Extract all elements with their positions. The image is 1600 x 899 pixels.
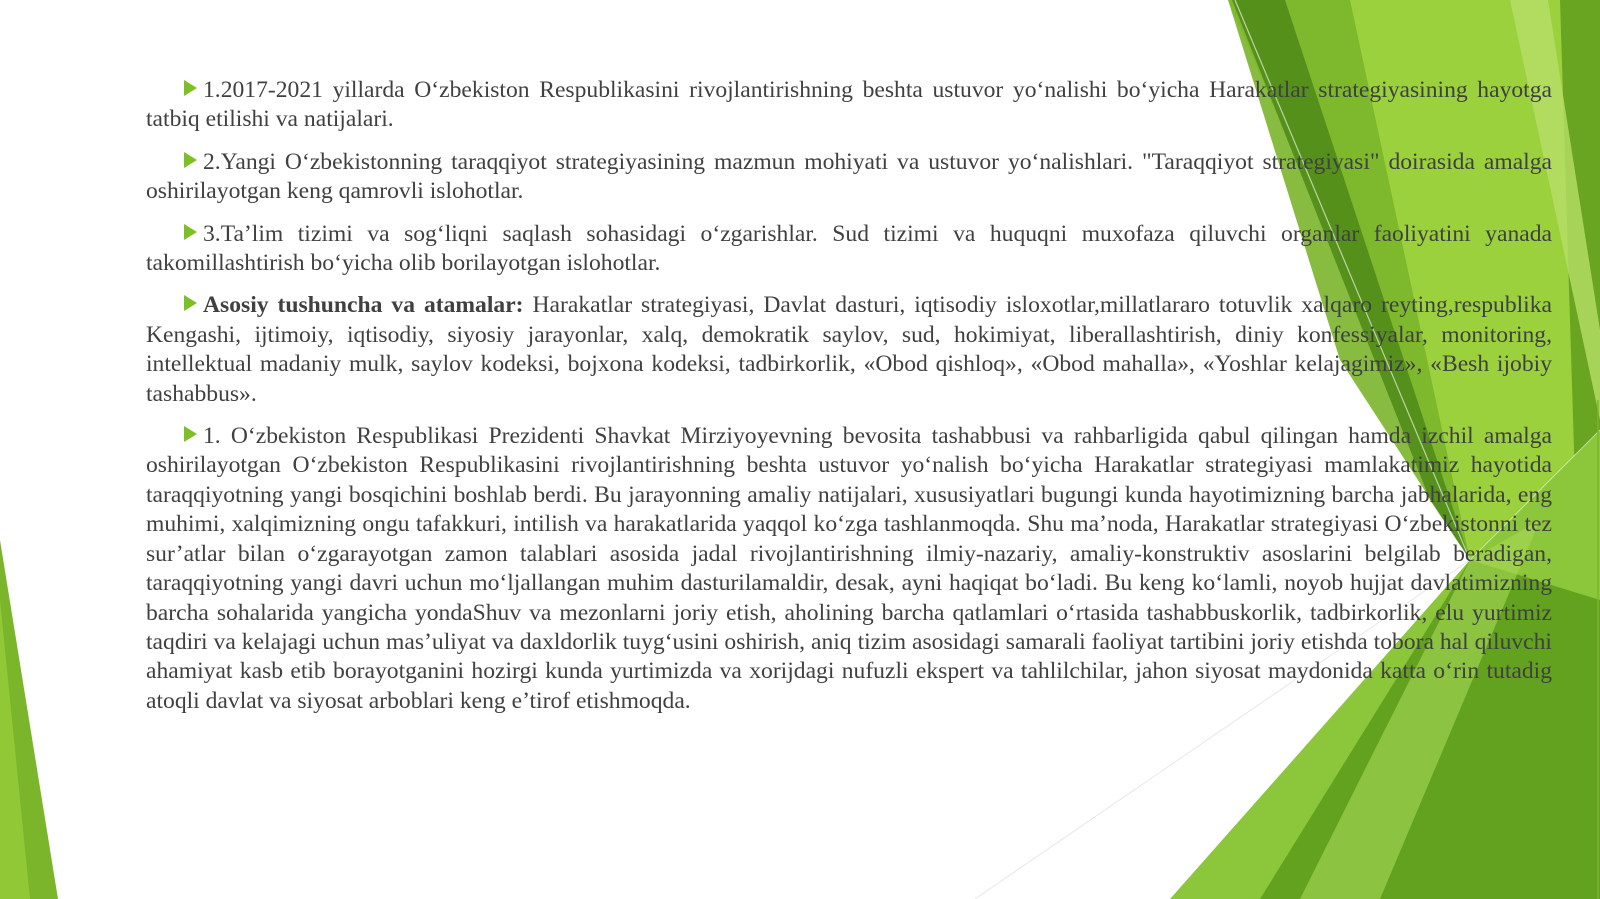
paragraph-text: 2.Yangi O‘zbekistonning taraqqiyot strategiyasining mazmun mohiyati va ustuvor yo‘nalishlari. "Taraqqiyot strategiyasi" doirasida amalga oshirilayotgan keng qamrovli islohotlar.	[146, 148, 1552, 205]
paragraph-text: 1.2017-2021 yillarda O‘zbekiston Respublikasini rivojlantirishning beshta ustuvor yo‘nalishi bo‘yicha Harakatlar strategiyasining hayotga tatbiq etilishi va natijalari.	[146, 77, 1552, 133]
paragraph-2	[146, 148, 1552, 207]
triangle-right-icon	[184, 224, 197, 240]
triangle-right-icon	[184, 152, 197, 168]
paragraph-1	[146, 76, 1552, 135]
slide-text-body	[146, 76, 1552, 729]
paragraph-3	[146, 220, 1552, 279]
key-terms-heading: Asosiy tushuncha va atamalar:	[203, 292, 524, 319]
key-terms-list: Harakatlar strategiyasi, Davlat dasturi, iqtisodiy isloxotlar,millatlararo totuvlik xalqaro reyting,respublika Kengashi, ijtimoiy, iqtisodiy, siyosiy jarayonlar, xalq, demokratik saylov, sud, hokimiyat, liberallashtirish, diniy konfessiyalar, monitoring, intellektual madaniy mulk, saylov kodeksi, bojxona kodeksi, tadbirkorlik, «Obod qishloq», «Obod mahalla», «Yoshlar kelajagimiz», «Besh ijobiy tashabbus».	[146, 292, 1553, 407]
paragraph-text: 1. O‘zbekiston Respublikasi Prezidenti Shavkat Mirziyoyevning bevosita tashabbusi va rahbarligida qabul qilingan hamda izchil amalga oshirilayotgan O‘zbekiston Respublikasini rivojlantirishning beshta ustuvor yo‘nalish bo‘yicha Harakatlar strategiyasi mamlakatimiz hayotida taraqqiyotning yangi bosqichini boshlab berdi. Bu jarayonning amaliy natijalari, xususiyatlari bugungi kunda hayotimizning barcha jabhalarida, eng muhimi, xalqimizning ongu tafakkuri, intilish va harakatlarida yaqqol ko‘zga tashlanmoqda. Shu ma’noda, Harakatlar strategiyasi O‘zbekistonni tez sur’atlar bilan o‘zgarayotgan zamon talablari asosida jadal rivojlantirishning ilmiy-nazariy, amaliy-konstruktiv asoslarini belgilab beradigan, taraqqiyotning yangi davri uchun mo‘ljallangan muhim dasturilamaldir, desak, ayni haqiqat bo‘ladi. Bu keng ko‘lamli, noyob hujjat davlatimizning barcha sohalarida yangicha yondaShuv va mezonlarni joriy etish, aholining barcha qatlamlari o‘rtasida tashabbuskorlik, tadbirkorlik, elu yurtimiz taqdiri va kelajagi uchun mas’uliyat va daxldorlik tuyg‘usini oshirish, aniq tizim asosidagi samarali faoliyat tartibini joriy etishda tobora hal qiluvchi ahamiyat kasb etib borayotganini hozirgi kunda yurtimizda va xorijdagi nufuzli ekspert va tahlilchilar, jahon siyosat maydonida katta o‘rin tutadig atoqli davlat va siyosat arboblari keng e’tirof etishmoqda.	[146, 423, 1552, 714]
triangle-right-icon	[184, 295, 197, 311]
triangle-right-icon	[184, 426, 197, 442]
paragraph-key-terms	[146, 291, 1552, 409]
triangle-right-icon	[184, 80, 197, 96]
paragraph-text: 3.Ta’lim tizimi va sog‘liqni saqlash sohasidagi o‘zgarishlar. Sud tizimi va huquqni muxofaza qiluvchi organlar faoliyatini yanada takomillashtirish bo‘yicha olib borilayotgan islohotlar.	[146, 220, 1552, 277]
paragraph-5	[146, 422, 1552, 716]
